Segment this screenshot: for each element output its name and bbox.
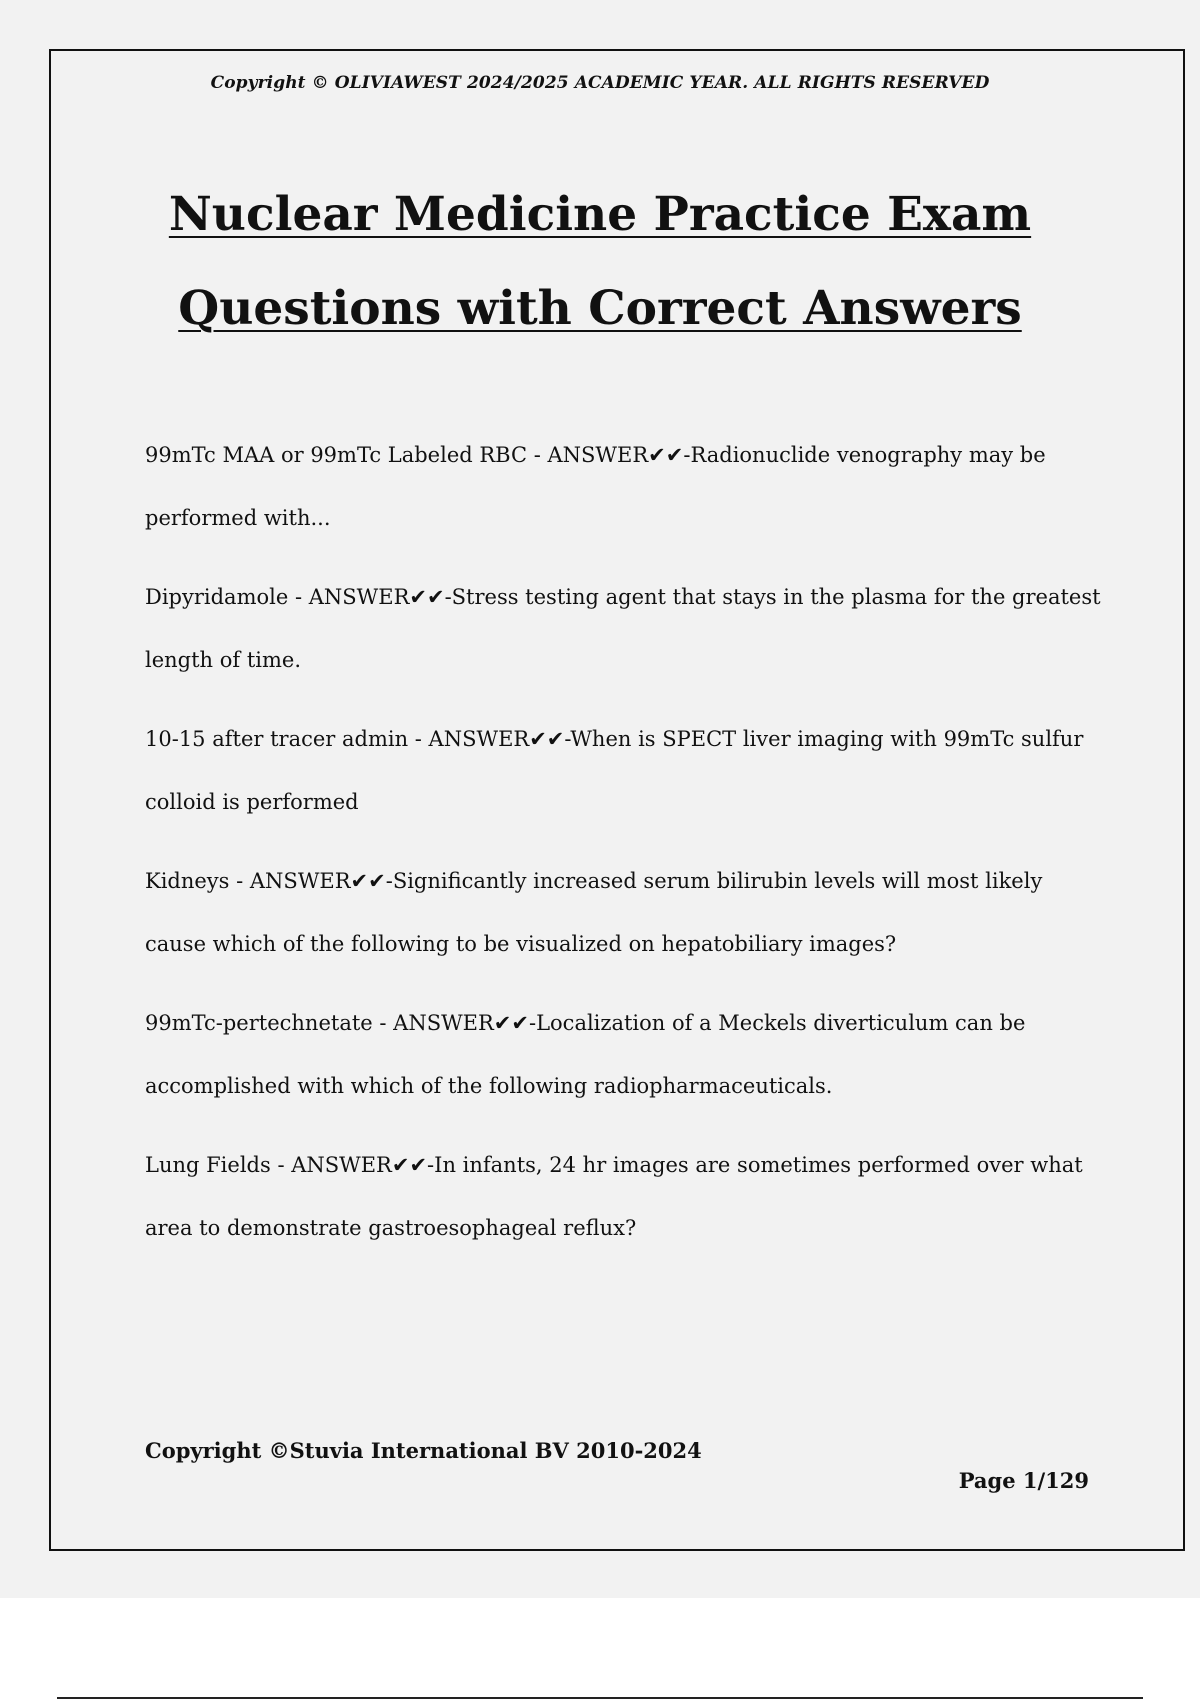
qa-item: Dipyridamole - ANSWER✔✔-Stress testing agent that stays in the plasma for the greatest length of time. — [145, 585, 1101, 672]
qa-list — [145, 424, 1105, 1276]
title-line-1: Nuclear Medicine Practice Exam — [168, 187, 1032, 242]
qa-item: Lung Fields - ANSWER✔✔-In infants, 24 hr images are sometimes performed over what area to demonstrate gastroesophageal reflux? — [145, 1153, 1083, 1240]
document-title — [0, 168, 1200, 356]
qa-item: Kidneys - ANSWER✔✔-Significantly increased serum bilirubin levels will most likely cause which of the following to be visualized on hepatobiliary images? — [145, 869, 1043, 956]
title-line-2: Questions with Correct Answers — [178, 281, 1022, 336]
footer-copyright: Copyright ©Stuvia International BV 2010-2024 — [145, 1438, 702, 1463]
qa-item: 99mTc-pertechnetate - ANSWER✔✔-Localization of a Meckels diverticulum can be accomplished with which of the following radiopharmaceuticals. — [145, 1011, 1026, 1098]
page-number: Page 1/129 — [958, 1468, 1089, 1493]
qa-item: 99mTc MAA or 99mTc Labeled RBC - ANSWER✔✔-Radionuclide venography may be performed with... — [145, 443, 1046, 530]
next-page-rule — [57, 1697, 1143, 1699]
header-copyright: Copyright © OLIVIAWEST 2024/2025 ACADEMIC YEAR. ALL RIGHTS RESERVED — [210, 73, 990, 93]
qa-item: 10-15 after tracer admin - ANSWER✔✔-When is SPECT liver imaging with 99mTc sulfur colloid is performed — [145, 727, 1084, 814]
